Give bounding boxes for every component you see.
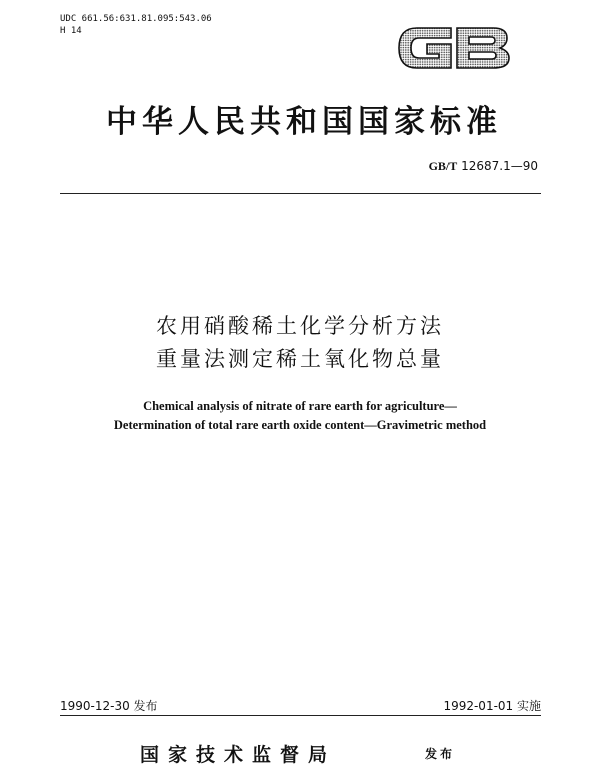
standard-code	[429, 159, 538, 174]
gb-logo	[395, 20, 513, 76]
document-title-cn-line1: 农用硝酸稀土化学分析方法	[156, 314, 444, 338]
udc-block	[60, 13, 212, 37]
document-title-en-line2: Determination of total rare earth oxide content—Gravimetric method	[113, 418, 487, 432]
standard-code-number: 12687.1—90	[461, 159, 538, 173]
classification-code: H 14	[60, 26, 82, 36]
standard-code-prefix: GB/T	[428, 159, 458, 173]
document-title-en-line1: Chemical analysis of nitrate of rare earth for agriculture—	[143, 399, 457, 413]
footer-divider	[60, 715, 541, 716]
udc-code: UDC 661.56:631.81.095:543.06	[60, 14, 212, 24]
issue-date: 1990-12-30 发布	[60, 699, 158, 713]
header-divider	[60, 193, 541, 194]
issue-verb: 发布	[425, 747, 456, 761]
effective-date: 1992-01-01 实施	[443, 699, 541, 713]
document-title-cn-line2: 重量法测定稀土氧化物总量	[156, 347, 444, 371]
national-standard-title: 中华人民共和国国家标准	[106, 104, 502, 140]
issuing-authority: 国家技术监督局	[140, 744, 337, 766]
